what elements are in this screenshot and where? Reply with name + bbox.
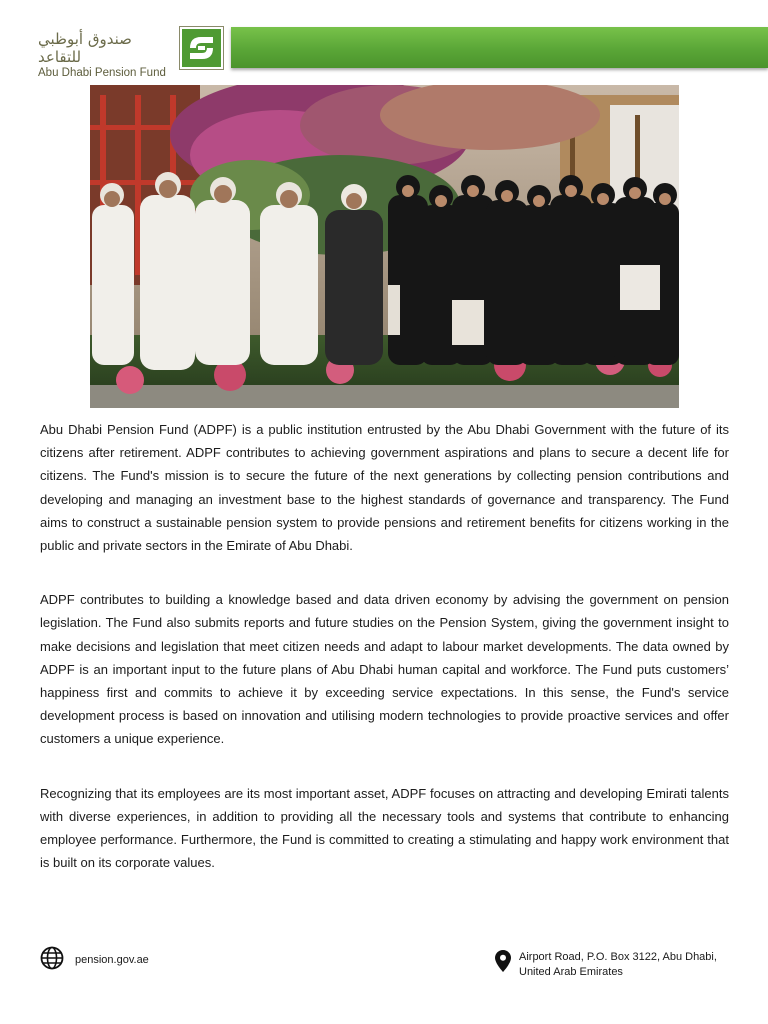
address-line-2: United Arab Emirates — [519, 966, 623, 978]
address-text — [519, 950, 717, 980]
paragraph-3: Recognizing that its employees are its most important asset, ADPF focuses on attracting and developing Emirati talents with diverse experiences, in addition to providing all the necessary tools and systems that contribute to enhancing employee performance. Furthermore, the Fund is committed to creating a stimulating and happy work environment that is built on its corporate values. — [40, 785, 729, 871]
footer-website[interactable] — [40, 948, 149, 972]
logo-arabic-name: صندوق أبوظبي للتقاعد — [38, 30, 132, 66]
fund-logo-icon — [179, 26, 224, 70]
paragraph-1: Abu Dhabi Pension Fund (ADPF) is a public institution entrusted by the Abu Dhabi Government with the future of its citizens after retirement. ADPF contributes to achieving government aspirations and plans to secure a decent life for citizens. The Fund's mission is to secure the future of the next generations by collecting pension contributions and developing and managing an investment base to the highest standards of governance and transparency. The Fund aims to construct a sustainable pension system to provide pensions and retirement benefits for citizens working in the public and private sectors in the Emirate of Abu Dhabi. — [40, 422, 729, 554]
logo-text — [38, 30, 178, 79]
group-photo — [90, 85, 679, 408]
body-text — [40, 418, 729, 874]
page-header — [0, 0, 768, 80]
address-line-1: Airport Road, P.O. Box 3122, Abu Dhabi, — [519, 951, 717, 963]
logo-english-name: Abu Dhabi Pension Fund — [38, 67, 166, 79]
website-link[interactable]: pension.gov.ae — [75, 954, 149, 966]
header-bar — [231, 27, 768, 68]
footer-address — [495, 950, 717, 980]
location-pin-icon — [495, 950, 511, 977]
globe-icon — [40, 946, 64, 975]
paragraph-2: ADPF contributes to building a knowledge based and data driven economy by advising the government on pension legislation. The Fund also submits reports and future studies on the Pension System, giving the government insight to make decisions and legislation that meet citizen needs and adapt to labour market developments. The data owned by ADPF is an important input to the future plans of Abu Dhabi human capital and workforce. The Fund puts customers’ happiness first and commits to achieve it by exceeding service expectations. In this sense, the Fund's service development process is based on innovation and utilising modern technologies to provide proactive services and offer customers a unique experience. — [40, 592, 729, 747]
